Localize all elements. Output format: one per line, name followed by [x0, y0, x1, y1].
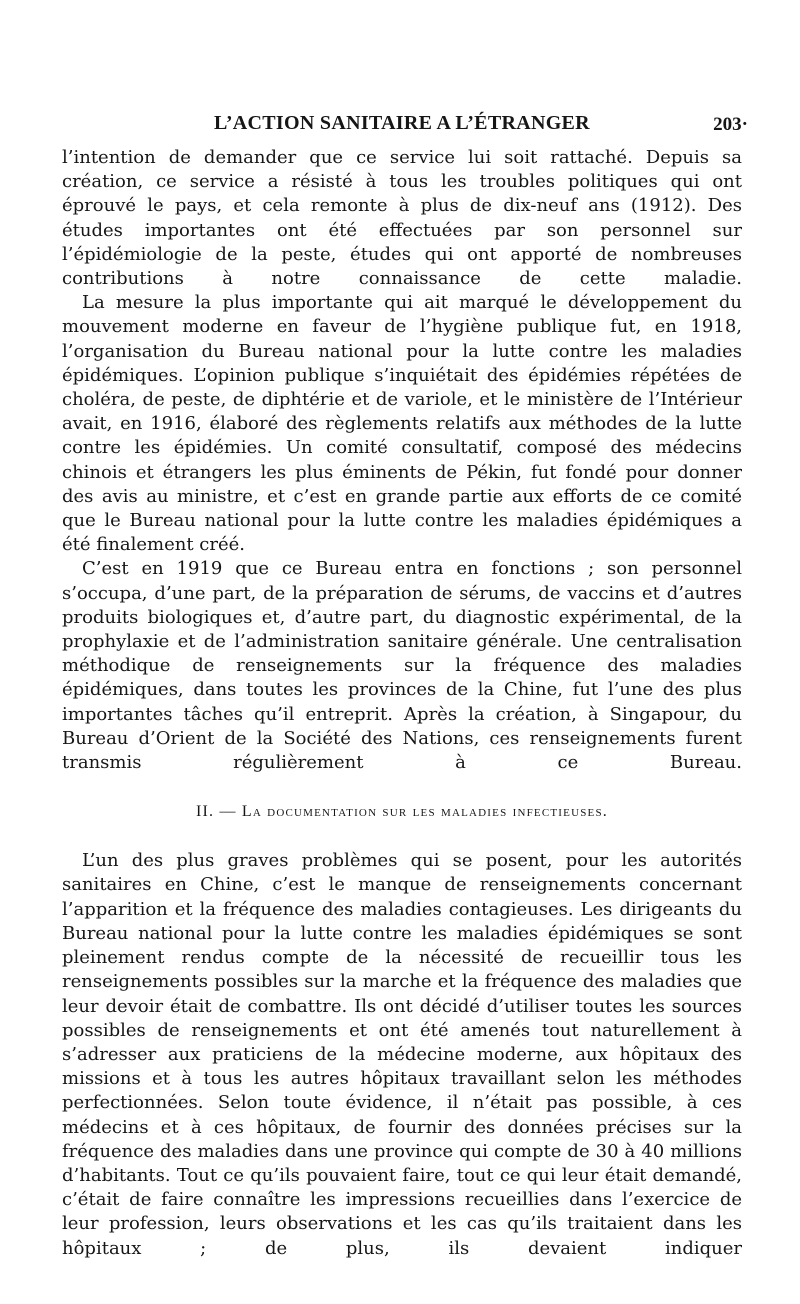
paragraph-bureau-national: La mesure la plus importante qui ait marqué le développement du mouvement moderne en faveur de l’hygiène publique fut, en 1918, l’organisation du Bureau national pour la lutte contre les maladies épidémiques. L’opinion publique s’inquiétait des épidémies répétées de choléra, de peste, de diphtérie et de variole, et le ministère de l’Intérieur avait, en 1916, élaboré des règlements relatifs aux méthodes de la lutte contre les épidémies. Un comité consultatif, composé des médecins chinois et étrangers les plus éminents de Pékin, fut fondé pour donner des avis au ministre, et c’est en grande partie aux efforts de ce comité que le Bureau national pour la lutte contre les maladies épidémiques a été finalement créé. [62, 292, 742, 556]
book-page [62, 112, 748, 1261]
paragraph-continued: l’intention de demander que ce service lui soit rattaché. Depuis sa création, ce service a résisté à tous les troubles politiques qui ont éprouvé le pays, et cela remonte à plus de dix-neuf ans (1912). Des études importantes ont été effectuées par son personnel sur l’épidémiologie de la peste, études qui ont apporté de nombreuses contributions à notre connaissance de cette maladie. [62, 147, 742, 290]
page-number: 203· [713, 114, 748, 135]
running-title: L’ACTION SANITAIRE A L’ÉTRANGER [214, 112, 590, 134]
paragraph-documentation: L’un des plus graves problèmes qui se posent, pour les autorités sanitaires en Chine, c’est le manque de renseignements concernant l’apparition et la fréquence des maladies contagieuses. Les dirigeants du Bureau national pour la lutte contre les maladies épidémiques se sont pleinement rendus compte de la nécessité de recueillir tous les renseignements possibles sur la marche et la fréquence des maladies que leur devoir était de combattre. Ils ont décidé d’utiliser toutes les sources possibles de renseignements et ont été amenés tout naturellement à s’adresser aux praticiens de la médecine moderne, aux hôpitaux des missions et à tous les autres hôpitaux travaillant selon les méthodes perfectionnées. Selon toute évidence, il n’était pas possible, à ces médecins et à ces hôpitaux, de fournir des données précises sur la fréquence des maladies dans une province qui compte de 30 à 40 millions d’habitants. Tout ce qu’ils pouvaient faire, tout ce qui leur était demandé, c’était de faire connaître les impressions recueillies dans l’exercice de leur profession, leurs observations et les cas qu’ils traitaient dans les hôpitaux ; de plus, ils devaient indiquer [62, 850, 742, 1259]
paragraph-bureau-fonctions: C’est en 1919 que ce Bureau entra en fonctions ; son personnel s’occupa, d’une part, de la préparation de sérums, de vaccins et d’autres produits biologiques et, d’autre part, du diagnostic expérimental, de la prophylaxie et de l’administration sanitaire générale. Une centralisation méthodique de renseignements sur la fréquence des maladies épidémiques, dans toutes les provinces de la Chine, fut l’une des plus importantes tâches qu’il entreprit. Après la création, à Singapour, du Bureau d’Orient de la Société des Nations, ces renseignements furent transmis régulièrement à ce Bureau. [62, 558, 742, 774]
section-heading: II. — La documentation sur les maladies infectieuses. [196, 803, 608, 821]
running-head [62, 112, 748, 142]
